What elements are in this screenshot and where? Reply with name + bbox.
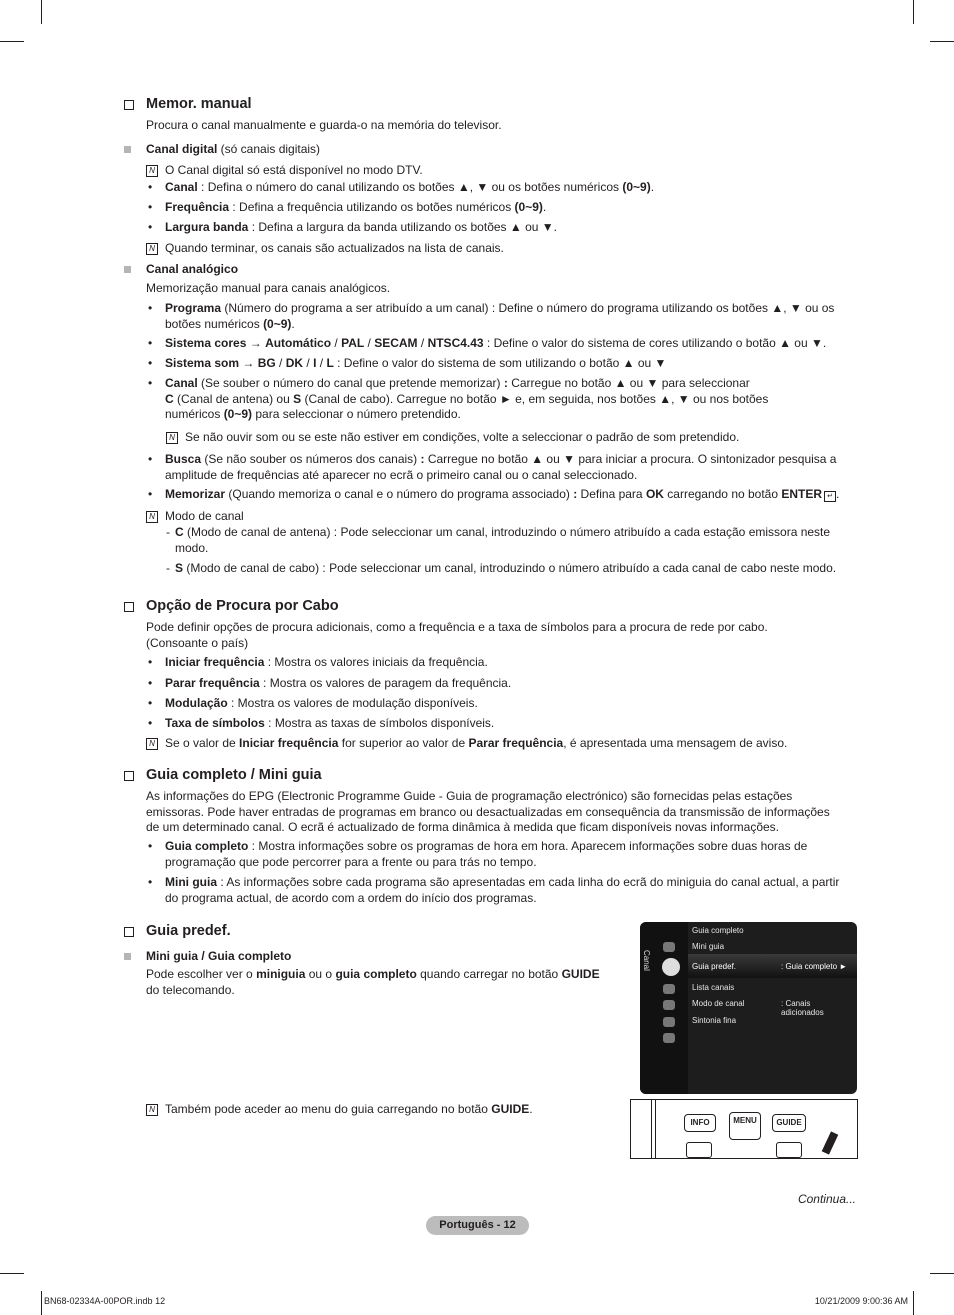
crop-mark xyxy=(913,1291,914,1315)
pointer-arrow-icon xyxy=(822,1131,839,1154)
crop-mark xyxy=(913,0,914,24)
checkbox-icon xyxy=(124,602,134,612)
menu-category-icon xyxy=(663,1017,675,1027)
list-item: • Modulação : Mostra os valores de modulação disponíveis. xyxy=(148,696,478,710)
note-icon: N xyxy=(166,432,178,444)
print-date: 10/21/2009 9:00:36 AM xyxy=(814,1296,908,1306)
section-intro: Pode definir opções de procura adicionais, como a frequência e a taxa de símbolos para a procura de rede por cabo. (Consoante o país) xyxy=(146,620,768,650)
crop-mark xyxy=(0,41,24,42)
crop-mark xyxy=(41,0,42,24)
section-title-guia-completo: Guia completo / Mini guia xyxy=(124,767,322,783)
note: N Também pode aceder ao menu do guia carregando no botão GUIDE. xyxy=(146,1102,616,1118)
info-button[interactable]: INFO xyxy=(684,1114,716,1132)
guide-button[interactable]: GUIDE xyxy=(772,1114,806,1132)
checkbox-icon xyxy=(124,771,134,781)
exit-button[interactable] xyxy=(776,1142,802,1158)
note-icon: N xyxy=(146,165,158,177)
list-item: • Frequência : Defina a frequência utilizando os botões numéricos (0~9). xyxy=(148,200,547,214)
note-icon: N xyxy=(146,738,158,750)
list-item: • Largura banda : Defina a largura da banda utilizando os botões ▲ ou ▼. xyxy=(148,220,557,234)
square-bullet-icon xyxy=(124,266,131,273)
section-title-opcao-procura: Opção de Procura por Cabo xyxy=(124,598,339,614)
list-item: • Sistema som → BG / DK / I / L : Define o valor do sistema de som utilizando o botão ▲ ou ▼ xyxy=(148,356,667,370)
menu-side-label: Canal xyxy=(642,950,651,971)
paragraph: Pode escolher ver o miniguia ou o guia completo quando carregar no botão GUIDE do telecomando. xyxy=(146,967,600,997)
checkbox-icon xyxy=(124,100,134,110)
list-item: • Canal : Defina o número do canal utilizando os botões ▲, ▼ ou os botões numéricos (0~9). xyxy=(148,180,655,194)
crop-mark xyxy=(930,1273,954,1274)
crop-mark xyxy=(41,1291,42,1315)
note: N Modo de canal xyxy=(146,509,858,525)
section-intro: As informações do EPG (Electronic Programme Guide - Guia de programação electrónico) são fornecidas pelas estações emissoras. Pode haver entradas de programas em branco ou desactualizadas em consequência da transmissão de informações de um determinado canal. O ecrã é actualizado de forma dinâmica à medida que ficam disponíveis novas informações. xyxy=(146,789,830,834)
menu-category-icon xyxy=(663,1033,675,1043)
paragraph: Memorização manual para canais analógicos. xyxy=(146,281,391,295)
square-bullet-icon xyxy=(124,953,131,960)
section-intro: Procura o canal manualmente e guarda-o na memória do televisor. xyxy=(146,118,502,132)
list-item: • Taxa de símbolos : Mostra as taxas de símbolos disponíveis. xyxy=(148,716,495,730)
menu-item[interactable]: Sintonia fina xyxy=(692,1016,737,1025)
note: N O Canal digital só está disponível no modo DTV. xyxy=(146,163,858,179)
list-item: • Guia completo : Mostra informações sobre os programas de hora em hora. Aparecem informações sobre duas horas de programação que pode percorrer para a frente ou para trás no tempo. xyxy=(148,839,808,869)
list-item: • Parar frequência : Mostra os valores de paragem da frequência. xyxy=(148,676,512,690)
menu-item-selected[interactable]: Guia predef. : Guia completo ► xyxy=(692,962,848,971)
menu-item[interactable]: Lista canais xyxy=(692,983,735,992)
subheading-mini-guia: Mini guia / Guia completo xyxy=(124,949,291,963)
continua-label: Continua... xyxy=(797,1192,856,1206)
note: N Se não ouvir som ou se este não estiver em condições, volte a seleccionar o padrão de som pretendido. xyxy=(166,430,856,446)
subheading-canal-analogico: Canal analógico xyxy=(124,262,238,276)
list-item: • Memorizar (Quando memoriza o canal e o número do programa associado) : Defina para OK carregando no botão ENTER ↵ . xyxy=(148,487,840,501)
subheading-canal-digital: Canal digital (só canais digitais) xyxy=(124,142,320,156)
list-item: - C (Modo de canal de antena) : Pode seleccionar um canal, introduzindo o número atribuído a cada estação emissora neste modo. xyxy=(166,525,831,555)
note-icon: N xyxy=(146,1104,158,1116)
list-item: • Programa (Número do programa a ser atribuído a um canal) : Define o número do programa utilizando os botões ▲, ▼ ou os botões numéricos (0~9). xyxy=(148,301,835,331)
menu-button[interactable]: MENU xyxy=(729,1112,761,1140)
note: N Quando terminar, os canais são actualizados na lista de canais. xyxy=(146,241,858,257)
list-item: • Canal (Se souber o número do canal que pretende memorizar) : Carregue no botão ▲ ou ▼ para seleccionar C (Canal de antena) ou S (Canal de cabo). Carregue no botão ► e, em seguida, nos botões ▲, ▼ ou nos botões numéricos (0~9) para seleccionar o número pretendido. xyxy=(148,376,769,421)
crop-mark xyxy=(0,1273,24,1274)
menu-category-icon xyxy=(663,1000,675,1010)
square-bullet-icon xyxy=(124,146,131,153)
list-item: • Busca (Se não souber os números dos canais) : Carregue no botão ▲ ou ▼ para iniciar a procura. O sintonizador pesquisa a amplitude de frequências até aparecer no ecrã o primeiro canal ou o canal seleccionado. xyxy=(148,452,837,482)
tv-menu-screenshot xyxy=(640,922,857,1094)
checkbox-icon xyxy=(124,927,134,937)
section-title-guia-predef: Guia predef. xyxy=(124,923,231,939)
note-icon: N xyxy=(146,243,158,255)
list-item: • Mini guia : As informações sobre cada programa são apresentadas em cada linha do ecrã do miniguia do canal actual, a partir do programa actual, de acordo com a ordem do início dos programas. xyxy=(148,875,840,905)
note: N Se o valor de Iniciar frequência for superior ao valor de Parar frequência, é apresentada uma mensagem de aviso. xyxy=(146,736,858,752)
menu-item[interactable]: Guia completo xyxy=(692,926,744,935)
page-number-badge: Português - 12 xyxy=(426,1216,529,1235)
menu-item[interactable]: Mini guia xyxy=(692,942,725,951)
menu-item[interactable]: Modo de canal : Canais adicionados xyxy=(692,999,824,1017)
list-item: • Sistema cores → Automático / PAL / SECAM / NTSC4.43 : Define o valor do sistema de cores utilizando o botão ▲ ou ▼. xyxy=(148,336,827,350)
crop-mark xyxy=(930,41,954,42)
remote-control-illustration xyxy=(630,1099,858,1159)
note-icon: N xyxy=(146,511,158,523)
file-info: BN68-02334A-00POR.indb 12 xyxy=(44,1296,166,1306)
list-item: • Iniciar frequência : Mostra os valores iniciais da frequência. xyxy=(148,655,488,669)
menu-category-icon xyxy=(663,984,675,994)
menu-category-icon xyxy=(663,942,675,952)
section-title-memor-manual: Memor. manual xyxy=(124,96,252,112)
channel-icon xyxy=(662,958,680,976)
enter-icon: ↵ xyxy=(824,491,836,502)
return-button[interactable] xyxy=(686,1142,712,1158)
list-item: - S (Modo de canal de cabo) : Pode seleccionar um canal, introduzindo o número atribuído a cada canal de cabo neste modo. xyxy=(166,561,837,575)
